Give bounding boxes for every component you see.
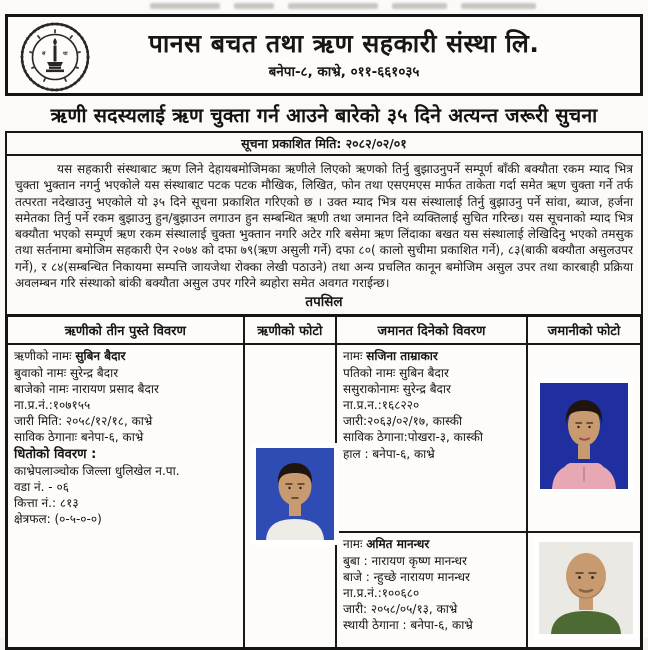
org-name: पानस बचत तथा ऋण सहकारी संस्था लि. xyxy=(148,29,540,59)
collateral-heading: धितोको विवरण : xyxy=(14,446,97,462)
collateral-detail-line: वडा नं. - ०६ xyxy=(14,479,69,494)
notice-body xyxy=(5,154,643,316)
borrower-detail-line: साविक ठेगानाः बनेपा-६, काभ्रे xyxy=(14,430,144,445)
guarantor2-photo-image xyxy=(534,537,638,639)
tapasil-heading: तपसिल xyxy=(305,294,343,311)
guarantor2-detail-line: जारी: २०५८/०५/१३, काभ्रे xyxy=(343,602,458,617)
svg-text:था: था xyxy=(63,51,68,57)
details-table xyxy=(5,314,643,650)
guarantor1-detail-line: साविक ठेगाना:पोखरा-३, कास्की xyxy=(343,430,483,445)
header-guarantor-details: जमानत दिनेको विवरण xyxy=(336,316,527,345)
published-date: सूचना प्रकाशित मिति: २०८२/०२/०१ xyxy=(5,131,643,156)
guarantor1-detail-line: पतिको नामः सुबिन बैदार xyxy=(343,365,449,380)
notice-title: ऋणी सदस्यलाई ऋण चुक्ता गर्न आउने बारेको ३५ दिने अत्यन्त जरूरी सुचना xyxy=(50,104,598,127)
borrower-detail-line: जारी मिति: २०५८/१२/१८, काभ्रे xyxy=(14,414,153,429)
guarantor2-photo-cell xyxy=(527,532,642,648)
guarantor2-detail-line: ना.प्र.नं.:१००६८० xyxy=(343,585,420,600)
guarantor1-detail-line: ना.प्र.न.:१६८२२० xyxy=(343,397,420,412)
borrower-detail-line: बाजेको नामः नारायण प्रसाद बैदार xyxy=(14,381,159,396)
header-guarantor-photo: जमानीको फोटो xyxy=(527,316,642,345)
borrower-photo-image xyxy=(251,443,339,545)
cropped-top-text xyxy=(0,0,648,13)
header-borrower-photo: ऋणीको फोटो xyxy=(244,316,336,345)
guarantor2-detail-line: बाजे : न्हुच्छे नारायण मानन्धर xyxy=(343,569,470,584)
svg-text:सं: सं xyxy=(42,51,46,57)
header xyxy=(5,14,643,96)
org-address: बनेपा-८, काभ्रे, ०११-६६१०३५ xyxy=(268,63,420,80)
borrower-detail-line: ना.प्र.नं.:१०७१५५ xyxy=(14,397,91,412)
table-header-row xyxy=(7,316,642,345)
borrower-photo-cell xyxy=(244,344,336,648)
guarantor1-detail-line: जारी:२०६३/०२/१७, कास्की xyxy=(343,414,463,429)
guarantor1-detail-line: ससुराकोनामः सुरेन्द्र बैदार xyxy=(343,381,451,396)
table-row xyxy=(7,344,642,532)
guarantor1-photo-cell xyxy=(527,344,642,532)
borrower-detail-line: बुवाको नामः सुरेन्द्र बैदार xyxy=(14,365,119,380)
notice-paragraph: यस सहकारी संस्थाबाट ऋण लिने देहायबमोजिमका ऋणीले लिएको ऋणको तिर्नु बुझाउनुपर्ने सम्पूर्ण बाँकी बक्यौता रकम म्याद भित्र चुक्ता भुक्तान नगर्नु भएकोले यस संस्थाबाट पटक पटक मौखिक, लिखित, फोन तथा एसएमएस मार्फत ताकेता गर्दा समेत ऋण चुक्ता गर्ने तर्फ तत्परता नदेखाउनु भएकोले यो ३५ दिने सूचना प्रकाशित गरिएको छ । उक्त म्याद भित्र यस संस्थालाई तिर्नु बुझाउनु पर्ने सांवा, ब्याज, हर्जना समेतका तिर्नु पर्ने रकम बुझाउनु हुन/बुझाउन लगाउन हुन सम्बन्धित ऋणी तथा जमानत दिने व्यक्तिलाई सुचित गरिन्छ। यस सूचनाको म्याद भित्र बक्यौता भएको सम्पूर्ण ऋण रकम संस्थालाई चुक्ता भुक्तान नगरि अटेर गरि बसेमा ऋण लिंदाका बखत यस संस्थालाई लेखिदिनु भएको तमसुक तथा सर्तनामा बमोजिम सहकारी ऐन २०७४ को दफा ७९(ऋण असुली गर्ने) दफा ८०( कालो सुचीमा प्रकाशित गर्ने), ८३(बाकी बक्यौता असुलउपर गर्ने), र ८४(सम्बन्धित निकायमा सम्पत्ति जायजेथा रोक्का लेखी पठाउने) तथा अन्य प्रचलित कानून बमोजिम असुल उपर तथा कारबाही प्रक्रिया अवलम्बन गरि संस्थाको बांकी बक्यौता असुल उपर गरिने ब्यहोरा समेत अवगत गराईन्छ। xyxy=(15,162,634,291)
collateral-detail-line: कित्ता नं.: ८१३ xyxy=(14,496,79,510)
header-borrower-details: ऋणीको तीन पुस्ते विवरण xyxy=(7,316,244,345)
borrower-details-cell xyxy=(7,344,244,648)
guarantor1-details-cell xyxy=(336,344,527,532)
guarantor1-name-line: नामः सजिना ताम्राकार xyxy=(343,349,438,364)
guarantor2-detail-line: बुबा : नारायण कृष्ण मानन्धर xyxy=(343,553,467,568)
guarantor2-detail-line: स्थायी ठेगाना : बनेपा-६, काभ्रे xyxy=(343,618,473,633)
guarantor1-photo-image xyxy=(535,378,633,494)
borrower-name-line: ऋणीको नामः सुबिन बैदार xyxy=(14,349,126,364)
guarantor1-detail-line: हाल : बनेपा-६, काभ्रे xyxy=(343,446,435,461)
cooperative-seal-icon xyxy=(20,22,90,92)
collateral-detail-line: क्षेत्रफल: (०-५-०-०) xyxy=(14,512,102,527)
collateral-detail-line: काभ्रेपलाञ्चोक जिल्ला धुलिखेल न.पा. xyxy=(14,463,180,478)
guarantor2-details-cell xyxy=(336,532,527,648)
guarantor2-name-line: नामः अमित मानन्धर xyxy=(343,537,430,552)
